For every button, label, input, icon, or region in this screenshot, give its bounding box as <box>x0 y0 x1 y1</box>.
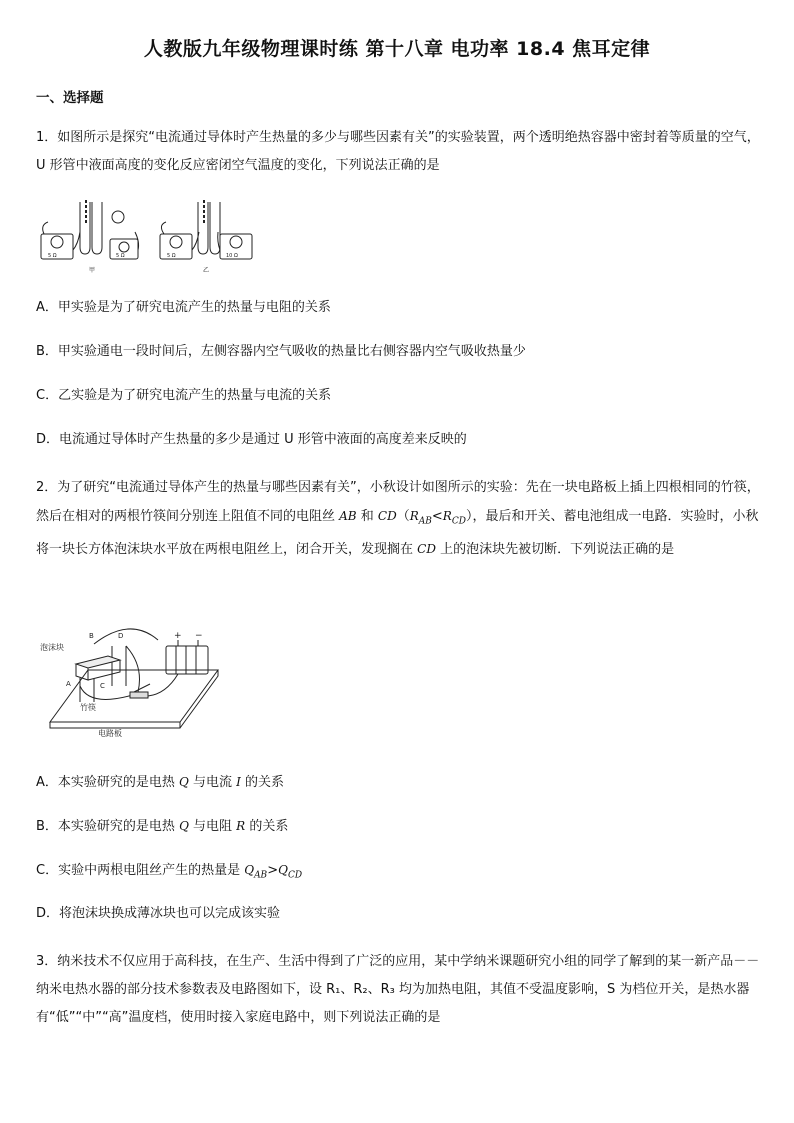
label-yi: 乙 <box>203 267 210 274</box>
label-minus: − <box>195 631 203 641</box>
apparatus-jia <box>41 200 139 259</box>
label-c: C <box>100 682 105 690</box>
label-chopstick: 竹筷 <box>80 703 96 712</box>
label-b: B <box>89 632 94 640</box>
question-2-text: 2．为了研究“电流通过导体产生的热量与哪些因素有关”，小秋设计如图所示的实验：先在一块电路板上插上四根相同的竹筷，然后在相对的两根竹筷间分别连上阻值不同的电阻丝 AB 和 $CD(R_{AB}<R_{CD})$，最后和开关、蓄电池组成一电路．实验时，小秋将一块长方体泡沫块水平放在两根电阻丝上，闭合开关，发现搁在 CD 上的泡沫块先被切断．下列说法正确的是 <box>36 480 760 558</box>
q1-option-c[interactable]: C．乙实验是为了研究电流产生的热量与电流的关系 <box>36 388 332 403</box>
wire-ab: AB <box>339 509 357 523</box>
q1-option-d[interactable]: D．电流通过导体时产生热量的多少是通过 U 形管中液面的高度差来反映的 <box>36 432 467 447</box>
r-cd: $R_{CD}$ <box>442 509 466 527</box>
q1-option-b[interactable]: B．甲实验通电一段时间后，左侧容器内空气吸收的热量比右侧容器内空气吸收热量少 <box>36 344 526 359</box>
figure-u-tube-apparatus <box>34 192 260 274</box>
label-jia-right-resistor: 5 Ω <box>116 253 125 259</box>
label-plus: + <box>174 631 182 641</box>
question-3-text: 3．纳米技术不仅应用于高科技，在生产、生活中得到了广泛的应用，某中学纳米课题研究小组的同学了解到的某一新产品－－纳米电热水器的部分技术参数表及电路图如下，设 R₁、R₂、R₃ 均为加热电阻，其值不受温度影响，S 为档位开关，是热水器有“低”“中”“高”温度档，使用时接入家庭电路中，则下列说法正确的是 <box>36 954 760 1025</box>
label-foam: 泡沫块 <box>40 643 64 652</box>
label-jia: 甲 <box>89 267 96 274</box>
page-title: 人教版九年级物理课时练 第十八章 电功率 18.4 焦耳定律 <box>143 38 651 60</box>
wire-cd-2: CD <box>417 542 436 557</box>
q2-option-a[interactable]: A．本实验研究的是电热 Q 与电流 I 的关系 <box>36 775 285 790</box>
wire-cd: CD <box>377 509 397 523</box>
label-jia-left-resistor: 5 Ω <box>48 253 57 259</box>
q1-option-a[interactable]: A．甲实验是为了研究电流产生的热量与电阻的关系 <box>36 300 331 315</box>
q2-option-b[interactable]: B．本实验研究的是电热 Q 与电阻 R 的关系 <box>36 819 289 834</box>
r-ab: $R_{AB}$ <box>409 509 432 527</box>
section-heading: 一、选择题 <box>36 90 104 106</box>
figure-foam-circuit <box>40 616 230 740</box>
label-d: D <box>118 632 124 640</box>
question-1-text: 1．如图所示是探究“电流通过导体时产生热量的多少与哪些因素有关”的实验装置，两个透明绝热容器中密封着等质量的空气，U 形管中液面高度的变化反应密闭空气温度的变化，下列说法正确的是 <box>36 130 760 173</box>
apparatus-yi <box>160 200 252 259</box>
label-board: 电路板 <box>98 729 122 738</box>
q2-option-c[interactable]: C．实验中两根电阻丝产生的热量是 $Q_{AB}>Q_{CD}$ <box>36 863 303 881</box>
q2-option-d[interactable]: D．将泡沫块换成薄冰块也可以完成该实验 <box>36 906 281 921</box>
label-a: A <box>66 680 71 688</box>
label-yi-left-resistor: 5 Ω <box>167 253 176 259</box>
label-yi-right-resistor: 10 Ω <box>226 253 238 259</box>
